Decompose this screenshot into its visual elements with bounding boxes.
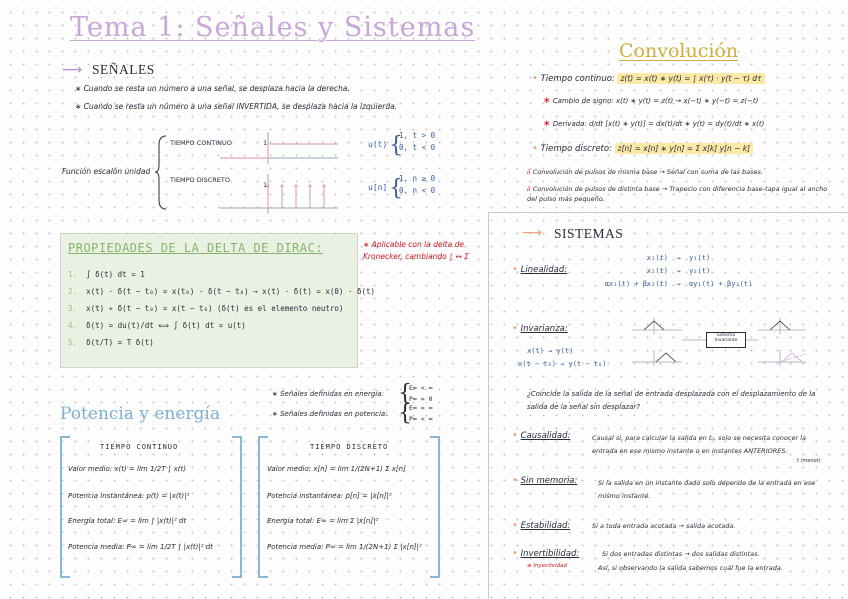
delta-item: 3. x(t) ∗ δ(t − t₀) = x(t − t₀) (δ(t) es el elemento neutro) — [68, 304, 344, 313]
delta-title: PROPIEDADES DE LA DELTA DE DIRAC: — [68, 241, 323, 255]
inv-row-2: x(t − t₀) → y(t − t₀) — [518, 360, 607, 368]
cont-bracket-left — [60, 436, 70, 578]
ut-brace-icon: { — [389, 133, 403, 158]
potencia-title: Potencia y energía — [60, 404, 220, 424]
page-title: Tema 1: Señales y Sistemas — [70, 12, 476, 43]
linealidad-label: • Linealidad: — [512, 264, 568, 275]
ut-case-1: 1, t > 0 — [399, 131, 436, 140]
lin-row: x₁(t) → y₁(t) — [646, 254, 711, 262]
energy-brace-icon: { — [398, 381, 412, 406]
delta-item: 5. δ(t/T) = T δ(t) — [68, 338, 154, 347]
estabilidad-label: • Estabilidad: — [512, 520, 571, 531]
causalidad-text: Causal si, para calcular la salida en t₀, solo se necesita conocer la entrada en ese mismo instante o en instantes ANTERIORES. — [592, 434, 806, 455]
estabilidad-text: Si a toda entrada acotada → salida acotada. — [592, 522, 736, 530]
un-lhs: u[n] — [368, 183, 388, 192]
arrow-right-icon: ⟶ — [522, 225, 543, 241]
inv-row-1: x(t) → y(t) — [527, 347, 574, 355]
sistemas-heading: SISTEMAS — [554, 226, 624, 241]
conv-note-1: ii Convolución de pulsos de misma base → Señal con suma de las bases. — [527, 168, 763, 176]
inyectividad-note: ≡ Inyectividad — [527, 563, 567, 569]
arrow-right-icon: ⟶ — [62, 62, 83, 78]
disc-bracket-right — [430, 436, 440, 578]
delta-item: 4. δ(t) = du(t)/dt ⟺ ∫ δ(t) dt = u(t) — [68, 321, 246, 330]
disc-power: Potencia media: P∞ = lim 1/(2N+1) Σ |x[n]|² — [267, 543, 422, 551]
memoria-text: Si la salida en un instante dado solo depende de la entrada en ese mismo instante. — [598, 479, 816, 500]
delta-item: 2. x(t) · δ(t − t₀) = x(t₀) · δ(t − t₀) → x(t) · δ(t) = x(0) · δ(t) — [68, 287, 376, 296]
un-brace-icon: { — [389, 176, 403, 201]
invarianza-label: • Invarianza: — [512, 323, 568, 334]
disc-mean: Valor medio: x[n] = lim 1/(2N+1) Σ x[n] — [267, 465, 406, 473]
invertibilidad-label: • Invertibilidad: — [512, 548, 580, 559]
causalidad-label: • Causalidad: — [512, 430, 571, 441]
invertibilidad-text: Si dos entradas distintas → dos salidas distintas. — [602, 550, 760, 558]
delta-list — [68, 270, 375, 355]
energy-note: ∗ Señales definidas en energía: — [272, 390, 384, 398]
section-divider-vertical — [488, 212, 489, 599]
memoria-label: • Sin memoria: — [512, 475, 578, 486]
discrete-plot-tick: 1 — [263, 181, 268, 189]
discrete-label: TIEMPO DISCRETO — [170, 176, 231, 184]
cont-mean: Valor medio: x(t) = lim 1/2T ∫ x(t) — [68, 465, 186, 473]
lin-row: x₂(t) → y₂(t) — [646, 267, 711, 275]
energy-val-1: E∞ < ∞ — [409, 384, 433, 392]
cont-power: Potencia media: P∞ = lim 1/2T ∫ |x(t)|² dt — [68, 543, 213, 551]
disc-box-title: TIEMPO DISCRETO — [310, 443, 389, 451]
brace-icon — [154, 135, 168, 210]
delta-item: 1. ∫ δ(t) dt = 1 — [68, 270, 145, 279]
section-divider-horizontal — [488, 212, 848, 213]
cont-box-title: TIEMPO CONTINUO — [100, 443, 179, 451]
cont-bracket-right — [232, 436, 242, 578]
delta-kronecker-note: ∗ Aplicable con la delta de Kronecker, cambiando ∫ ↔ Σ — [363, 240, 469, 261]
senales-note-2: ∗ Cuando se resta un número a una señal INVERTIDA, se desplaza hacia la izquierda. — [75, 102, 398, 111]
conv-cont-row: • Tiempo continuo: z(t) = x(t) ∗ y(t) = ∫ x(τ) · y(t − τ) dτ — [532, 73, 765, 84]
conv-derivative: ∗ Derivada: d/dt [x(t) ∗ y(t)] = dx(t)/dt ∗ y(t) = dy(t)/dt ∗ x(t) — [543, 119, 765, 129]
un-case-1: 1, n ≥ 0 — [399, 174, 436, 183]
power-note: ∗ Señales definidas en potencia: — [272, 410, 388, 418]
disc-energy: Energía total: E∞ = lim Σ |x[n]|² — [267, 517, 379, 525]
step-function-label: Función escalón unidad — [62, 167, 151, 176]
causalidad-sub: t (menor) — [797, 458, 821, 464]
ut-case-0: 0, t < 0 — [399, 143, 436, 152]
discrete-step-plot — [220, 172, 340, 216]
conv-disc-formula: z[n] = x[n] ∗ y[n] = Σ x[k] y[n − k] — [615, 143, 753, 154]
power-val-2: P∞ < ∞ — [409, 415, 433, 423]
conv-disc-row: • Tiempo discreto: z[n] = x[n] ∗ y[n] = Σ x[k] y[n − k] — [532, 143, 753, 154]
power-val-1: E∞ = ∞ — [409, 404, 433, 412]
invariance-question: ¿Coincide la salida de la señal de entrada desplazada con el desplazamiento de la salida de la señal sin desplazar? — [527, 390, 816, 411]
continuous-plot-tick: 1 — [263, 139, 268, 147]
cont-inst: Potencia instantánea: p(t) = |x(t)|² — [68, 492, 190, 500]
disc-bracket-left — [258, 436, 268, 578]
continuous-label: TIEMPO CONTINUO — [170, 139, 232, 147]
senales-note-1: ∗ Cuando se resta un número a una señal, se desplaza hacia la derecha. — [75, 84, 350, 93]
system-block: Sistema Invariante — [706, 332, 746, 348]
conv-note-2: ii Convolución de pulsos de distinta base → Trapecio con diferencia base-tapa igual al ancho del pulso más pequeño. — [527, 185, 828, 203]
disc-inst: Potencia instantánea: p[n] = |x[n]|² — [267, 492, 392, 500]
continuous-step-plot — [220, 130, 340, 166]
convolucion-title: Convolución — [619, 40, 739, 62]
ut-lhs: u(t) — [368, 140, 388, 149]
conv-cont-formula: z(t) = x(t) ∗ y(t) = ∫ x(τ) · y(t − τ) dτ — [617, 73, 764, 84]
cont-energy: Energía total: E∞ = lim ∫ |x(t)|² dt — [68, 517, 187, 525]
power-brace-icon: { — [398, 401, 412, 426]
invertibilidad-text-2: Así, si observando la salida sabemos cuál fue la entrada. — [598, 564, 783, 572]
conv-sign-change: ∗ Cambio de signo: x(t) ∗ y(t) = z(t) → x(−t) ∗ y(−t) = z(−t) — [543, 96, 759, 106]
un-case-0: 0, n < 0 — [399, 186, 436, 195]
linealidad-rows — [592, 254, 752, 293]
lin-row: αx₁(t) + βx₂(t) → αy₁(t) + βy₂(t) — [604, 280, 753, 288]
senales-heading: SEÑALES — [92, 62, 155, 77]
energy-val-2: P∞ = 0 — [409, 395, 433, 403]
